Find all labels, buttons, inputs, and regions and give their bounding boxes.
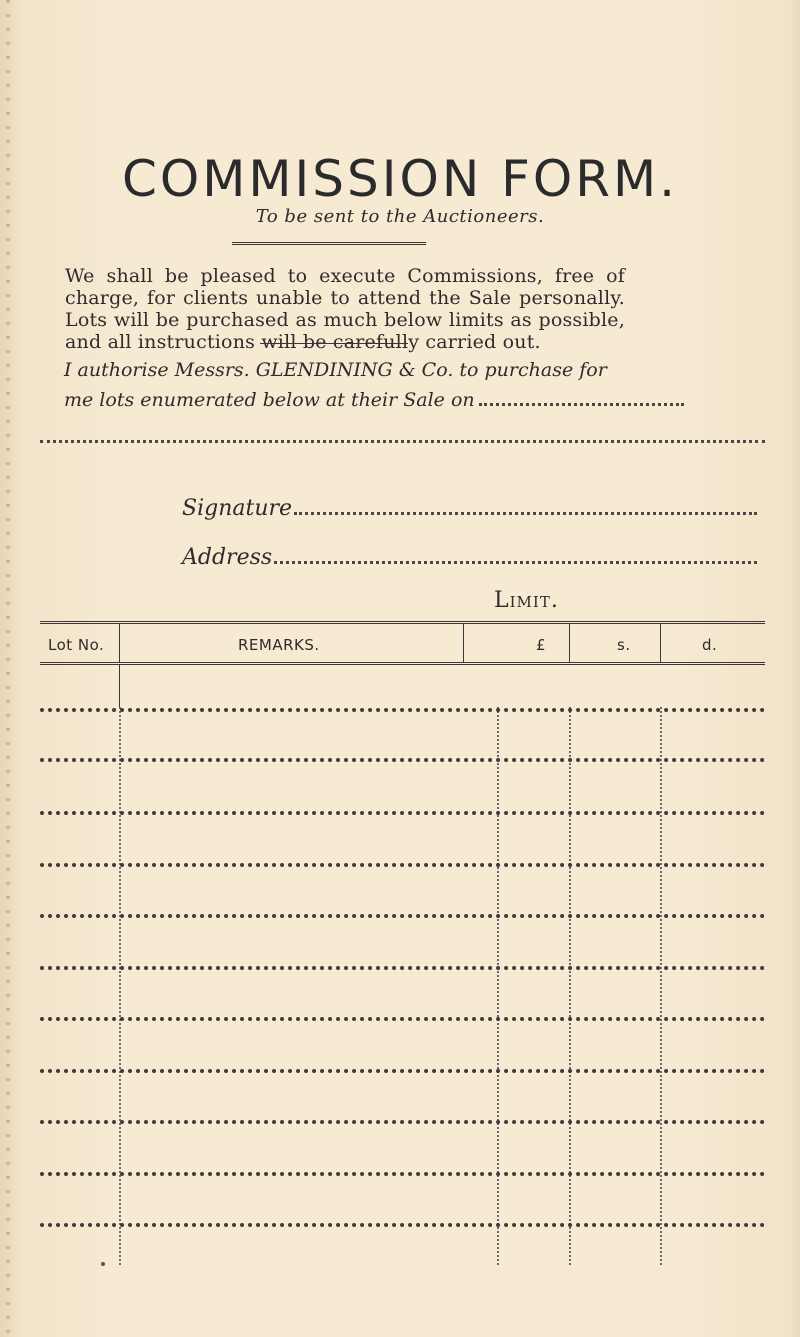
entry-row-4[interactable] <box>40 863 765 867</box>
signature-label: Signature <box>182 496 293 521</box>
entry-row-5[interactable] <box>40 914 765 918</box>
header-divider-pounds <box>569 624 570 662</box>
signature-row <box>182 496 757 521</box>
body-divider-lot <box>119 707 121 1265</box>
address-row <box>182 545 757 570</box>
address-label: Address <box>182 545 273 570</box>
header-remarks: REMARKS. <box>238 636 320 654</box>
title-divider <box>232 242 426 245</box>
entry-row-3[interactable] <box>40 811 765 815</box>
body-divider-remarks <box>497 707 499 1265</box>
entry-row-9[interactable] <box>40 1120 765 1124</box>
header-divider-lot <box>119 624 120 662</box>
sale-date-field[interactable] <box>479 393 684 406</box>
header-divider-shillings <box>660 624 661 662</box>
authorisation-line-1: I authorise Messrs. GLENDINING & Co. to purchase for <box>64 359 607 381</box>
body-divider-pounds <box>569 707 571 1265</box>
entry-row-10[interactable] <box>40 1172 765 1176</box>
form-title: COMMISSION FORM. <box>121 150 679 208</box>
signature-field[interactable] <box>294 500 757 515</box>
intro-paragraph: We shall be pleased to execute Commissions, free of charge, for clients unable to attend the Sale personally. Lots will be purchased as much below limits as possible, and all instructions will be carefully carried out. <box>65 265 625 353</box>
body-divider-start <box>119 665 120 707</box>
table-top-rule <box>40 621 765 624</box>
intro-divider <box>260 343 408 344</box>
entry-row-7[interactable] <box>40 1017 765 1021</box>
address-field[interactable] <box>274 549 757 564</box>
header-shillings: s. <box>617 636 631 654</box>
entry-row-6[interactable] <box>40 966 765 970</box>
authorisation-line-2: me lots enumerated below at their Sale on <box>64 389 475 411</box>
authorisation-statement <box>64 355 684 415</box>
entry-row-2[interactable] <box>40 758 765 762</box>
header-pence: d. <box>702 636 718 654</box>
table-header-bottom-rule <box>40 662 765 665</box>
entry-row-11[interactable] <box>40 1223 765 1227</box>
header-lot-no: Lot No. <box>48 636 105 654</box>
sale-date-continuation-field[interactable] <box>40 440 765 443</box>
header-divider-remarks <box>463 624 464 662</box>
limit-label: Limit. <box>494 588 559 613</box>
header-pounds: £ <box>536 636 547 654</box>
body-divider-shillings <box>660 707 662 1265</box>
entry-row-8[interactable] <box>40 1069 765 1073</box>
form-subtitle: To be sent to the Auctioneers. <box>255 206 545 227</box>
entry-row-1[interactable] <box>40 708 765 712</box>
ink-mark <box>101 1262 105 1266</box>
